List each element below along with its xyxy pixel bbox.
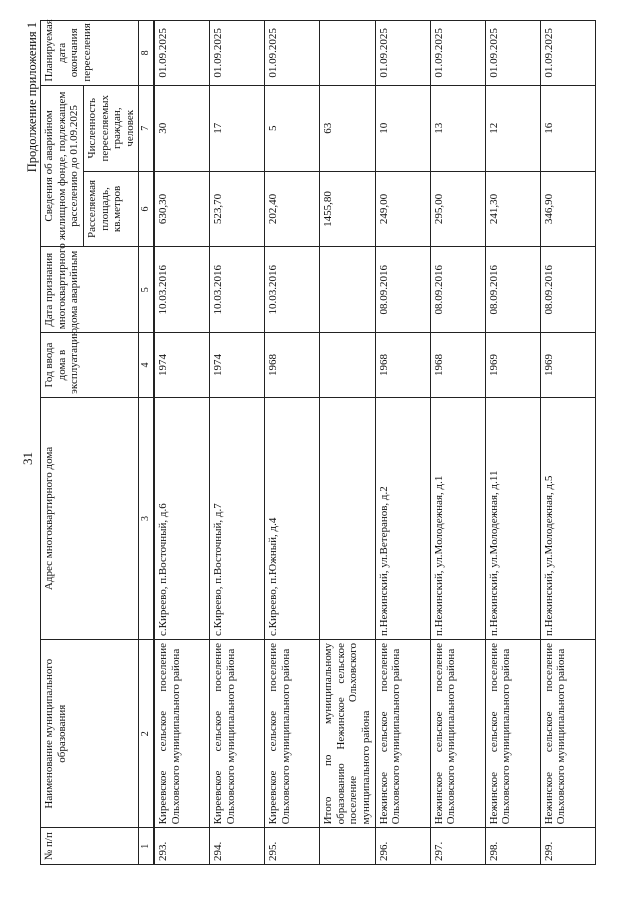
people: 17 [209, 85, 264, 171]
header-address: Адрес многоквартирного дома [41, 397, 139, 639]
continuation-caption: Продолжение приложения 1 [25, 22, 39, 173]
area: 523,70 [209, 171, 264, 246]
planned-date: 01.09.2025 [154, 21, 210, 86]
header-municipality: Наименование муниципального образования [41, 640, 139, 828]
address: с.Киреево, п.Восточный, д.7 [209, 397, 264, 639]
page-number: 31 [20, 452, 35, 465]
table-row [485, 21, 540, 865]
recognition-date: 10.03.2016 [154, 247, 210, 333]
row-number: 294. [209, 828, 264, 865]
recognition-date: 08.09.2016 [540, 247, 595, 333]
planned-date: 01.09.2025 [209, 21, 264, 86]
address: п.Нежинский, ул.Молодежная, д.11 [485, 397, 540, 639]
col-number: 3 [139, 397, 154, 639]
total-label: Итого по муниципальному образованию Нежинское сельское поселение Ольховского муниципального района [319, 640, 375, 828]
row-number: 297. [430, 828, 485, 865]
row-number: 293. [154, 828, 210, 865]
recognition-date: 08.09.2016 [430, 247, 485, 333]
total-empty-cell [319, 247, 375, 333]
table-row [430, 21, 485, 865]
people: 12 [485, 85, 540, 171]
area: 346,90 [540, 171, 595, 246]
total-empty-cell [319, 397, 375, 639]
recognition-date: 08.09.2016 [375, 247, 430, 333]
header-year: Год ввода дома в эксплуатацию [41, 333, 139, 398]
municipality: Киреевское сельское поселение Ольховского муниципального района [209, 640, 264, 828]
address: п.Нежинский, ул.Ветеранов, д.2 [375, 397, 430, 639]
address: п.Нежинский, ул.Молодежная, д.5 [540, 397, 595, 639]
municipality: Киреевское сельское поселение Ольховского муниципального района [264, 640, 319, 828]
planned-date: 01.09.2025 [264, 21, 319, 86]
header-date: Дата признания многоквартирного дома аварийным [41, 247, 139, 333]
header-row [41, 21, 84, 865]
table-row [540, 21, 595, 865]
col-number: 8 [139, 21, 154, 86]
year: 1968 [375, 333, 430, 398]
recognition-date: 08.09.2016 [485, 247, 540, 333]
header-area: Расселяемая площадь, кв.метров [83, 171, 139, 246]
area: 202,40 [264, 171, 319, 246]
municipality: Нежинское сельское поселение Ольховского муниципального района [540, 640, 595, 828]
municipality: Нежинское сельское поселение Ольховского муниципального района [430, 640, 485, 828]
row-number: 295. [264, 828, 319, 865]
total-area: 1455,80 [319, 171, 375, 246]
planned-date: 01.09.2025 [540, 21, 595, 86]
row-number: 298. [485, 828, 540, 865]
planned-date: 01.09.2025 [375, 21, 430, 86]
area: 249,00 [375, 171, 430, 246]
total-empty-cell [319, 828, 375, 865]
col-number: 6 [139, 171, 154, 246]
table-row [375, 21, 430, 865]
area: 241,30 [485, 171, 540, 246]
table-row [264, 21, 319, 865]
people: 16 [540, 85, 595, 171]
table-row [154, 21, 210, 865]
year: 1969 [540, 333, 595, 398]
area: 295,00 [430, 171, 485, 246]
people: 10 [375, 85, 430, 171]
col-number: 7 [139, 85, 154, 171]
header-n: № п/п [41, 828, 139, 865]
total-row [319, 21, 375, 865]
year: 1968 [264, 333, 319, 398]
header-people: Численность переселяемых граждан, человек [83, 85, 139, 171]
header-info: Сведения об аварийном жилищном фонде, подлежащем расселению до 01.09.2025 [41, 85, 84, 246]
address: с.Киреево, п.Восточный, д.6 [154, 397, 210, 639]
col-number: 2 [139, 640, 154, 828]
address: с.Киреево, п.Южный, д.4 [264, 397, 319, 639]
recognition-date: 10.03.2016 [264, 247, 319, 333]
row-number: 299. [540, 828, 595, 865]
people: 13 [430, 85, 485, 171]
year: 1974 [209, 333, 264, 398]
planned-date: 01.09.2025 [430, 21, 485, 86]
people: 30 [154, 85, 210, 171]
year: 1974 [154, 333, 210, 398]
housing-register-table [40, 20, 596, 865]
municipality: Нежинское сельское поселение Ольховского муниципального района [375, 640, 430, 828]
col-number: 5 [139, 247, 154, 333]
total-empty-cell [319, 21, 375, 86]
table-row [209, 21, 264, 865]
planned-date: 01.09.2025 [485, 21, 540, 86]
header-planned: Планируемая дата окончания переселения [41, 21, 139, 86]
col-number: 1 [139, 828, 154, 865]
address: п.Нежинский, ул.Молодежная, д.1 [430, 397, 485, 639]
people: 5 [264, 85, 319, 171]
year: 1969 [485, 333, 540, 398]
area: 630,30 [154, 171, 210, 246]
recognition-date: 10.03.2016 [209, 247, 264, 333]
municipality: Нежинское сельское поселение Ольховского муниципального района [485, 640, 540, 828]
row-number: 296. [375, 828, 430, 865]
column-numbers-row [139, 21, 154, 865]
col-number: 4 [139, 333, 154, 398]
total-empty-cell [319, 333, 375, 398]
municipality: Киреевское сельское поселение Ольховского муниципального района [154, 640, 210, 828]
year: 1968 [430, 333, 485, 398]
total-people: 63 [319, 85, 375, 171]
